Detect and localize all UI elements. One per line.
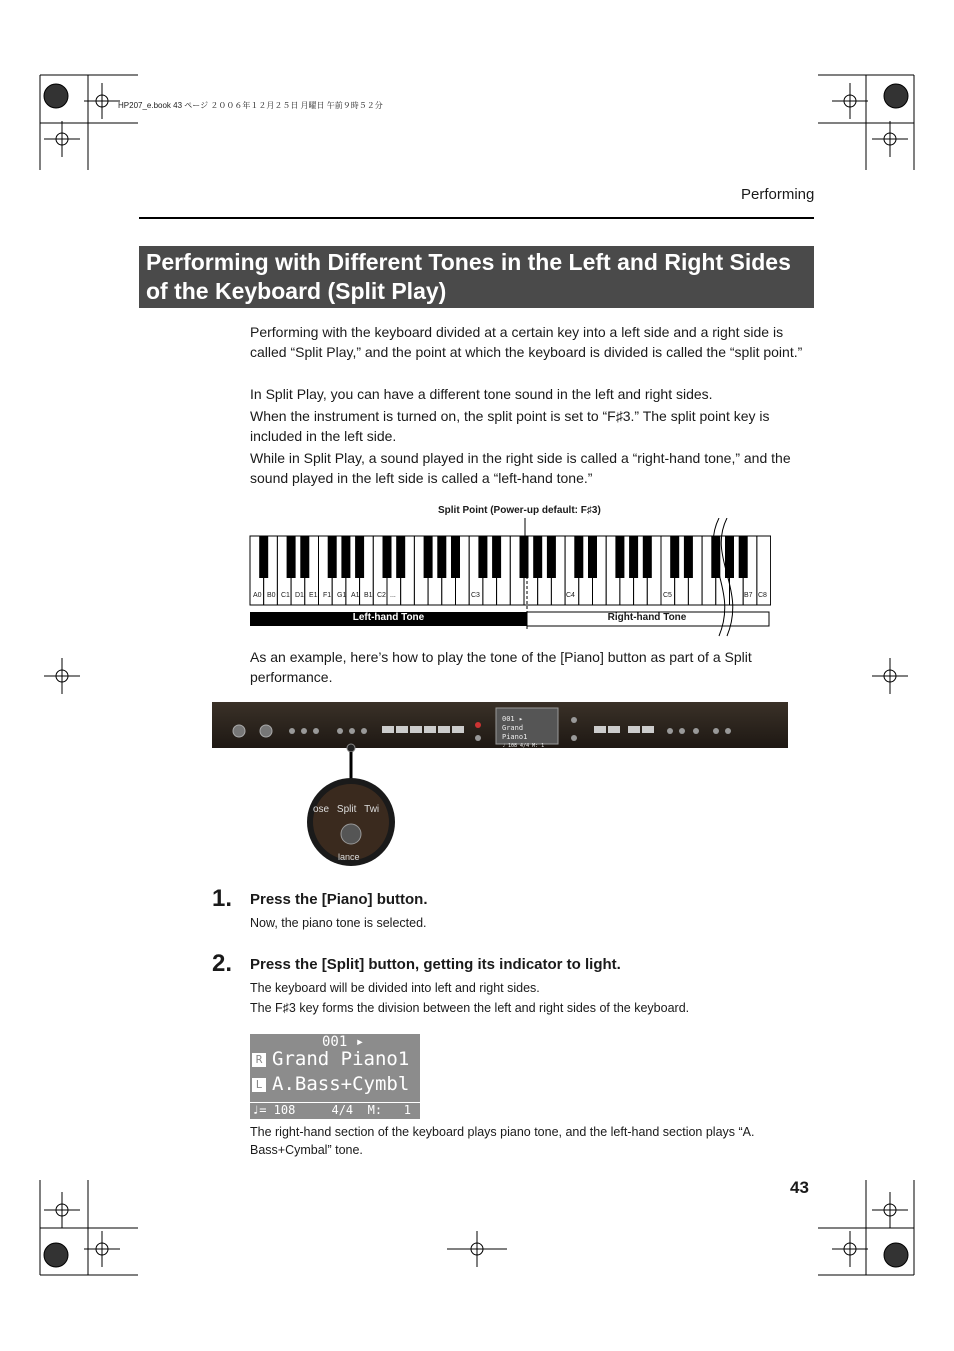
black-key [533,536,542,578]
black-key [492,536,501,578]
black-key [643,536,652,578]
left-hand-marker: L [252,1078,266,1092]
right-hand-marker: R [252,1053,266,1067]
black-key [739,536,748,578]
key-label: F1 [323,592,332,599]
lcd-right-tone: Grand Piano1 [272,1048,410,1070]
key-label: C8 [758,592,767,599]
control-panel [212,702,788,872]
key-label: C3 [471,592,480,599]
black-key [670,536,679,578]
zoom-label-split: Split [336,804,357,815]
split-point-label: Split Point (Power-up default: F♯3) [438,505,601,516]
file-stamp: HP207_e.book 43 ページ ２００６年１２月２５日 月曜日 午前９時５２分 [118,101,383,110]
running-header: Performing [741,186,815,203]
key-label: A0 [253,592,262,599]
black-key [259,536,268,578]
step-1-desc: Now, the piano tone is selected. [250,916,427,930]
intro-paragraph-2: In Split Play, you can have a different tone sound in the left and right sides. [250,386,713,402]
key-label: C2 [377,592,386,599]
black-key [711,536,720,578]
page-number: 43 [790,1178,809,1197]
black-key [328,536,337,578]
step-2-desc-2: The F♯3 key forms the division between the left and right sides of the keyboard. [250,1001,690,1015]
key-label: E1 [309,592,318,599]
lcd-line-1: 001 ▸ [322,1034,365,1050]
zoom-label-balance: lance [338,852,360,862]
key-label: A1 [351,592,360,599]
black-key [300,536,309,578]
lcd-status-line: ♩= 108 4/4 M: 1 [250,1102,420,1119]
black-key [341,536,350,578]
closing-paragraph: The right-hand section of the keyboard plays piano tone, and the left-hand section plays “A. Bass+Cymbal” tone. [250,1125,755,1157]
intro-paragraph-4: While in Split Play, a sound played in the right side is called a “right-hand tone,” and the sound played in the left side is called a “left-hand tone.” [250,450,791,486]
step-2-number: 2. [212,950,233,977]
intro-paragraph-3: When the instrument is turned on, the split point is set to “F♯3.” The split point key is included in the left side. [250,408,770,444]
lcd-left-tone: A.Bass+Cymbl [272,1073,410,1095]
black-key [287,536,296,578]
black-key [383,536,392,578]
step-1-number: 1. [212,885,233,912]
panel-lcd-line-3: ♩ 108 4/4 M: 1 [502,743,545,749]
black-key [588,536,597,578]
lcd-display [250,1034,420,1119]
step-2-desc-1: The keyboard will be divided into left and right sides. [250,981,540,995]
key-label: D1 [295,592,304,599]
key-label: C4 [566,592,575,599]
black-key [437,536,446,578]
black-key [424,536,433,578]
key-label: B0 [267,592,276,599]
black-key [574,536,583,578]
right-hand-tone-label: Right-hand Tone [607,612,687,623]
header-rule [139,217,814,219]
key-label: B1 [364,592,373,599]
panel-lcd [502,715,546,751]
black-key [547,536,556,578]
step-1-title: Press the [Piano] button. [250,891,428,908]
black-key [451,536,460,578]
black-key [355,536,364,578]
key-label: B7 [744,592,753,599]
zoom-labels [313,804,393,815]
page-title: Performing with Different Tones in the Left and Right Sides of the Keyboard (Split Play) [139,246,814,308]
left-hand-tone-label: Left-hand Tone [352,612,425,623]
key-label: G1 [337,592,347,599]
key-label-row [252,592,772,604]
zoom-label-transpose: ose [313,804,330,815]
key-label: ... [390,592,396,599]
intro-paragraph-1: Performing with the keyboard divided at a certain key into a left side and a right side is called “Split Play,” and the point at which the keyboard is divided is called the “split point.” [250,324,803,360]
zoom-label-twin: Twi [364,804,380,815]
key-label: C1 [281,592,290,599]
key-label: C5 [663,592,672,599]
panel-lcd-line-1: 001 ▸ [502,715,524,723]
black-key [684,536,693,578]
panel-lcd-line-2: Grand Piano1 [502,724,528,741]
step-2-title: Press the [Split] button, getting its indicator to light. [250,956,621,973]
black-key [478,536,487,578]
black-key [615,536,624,578]
black-key [629,536,638,578]
black-key [396,536,405,578]
example-paragraph: As an example, here’s how to play the tone of the [Piano] button as part of a Split performance. [250,649,752,685]
